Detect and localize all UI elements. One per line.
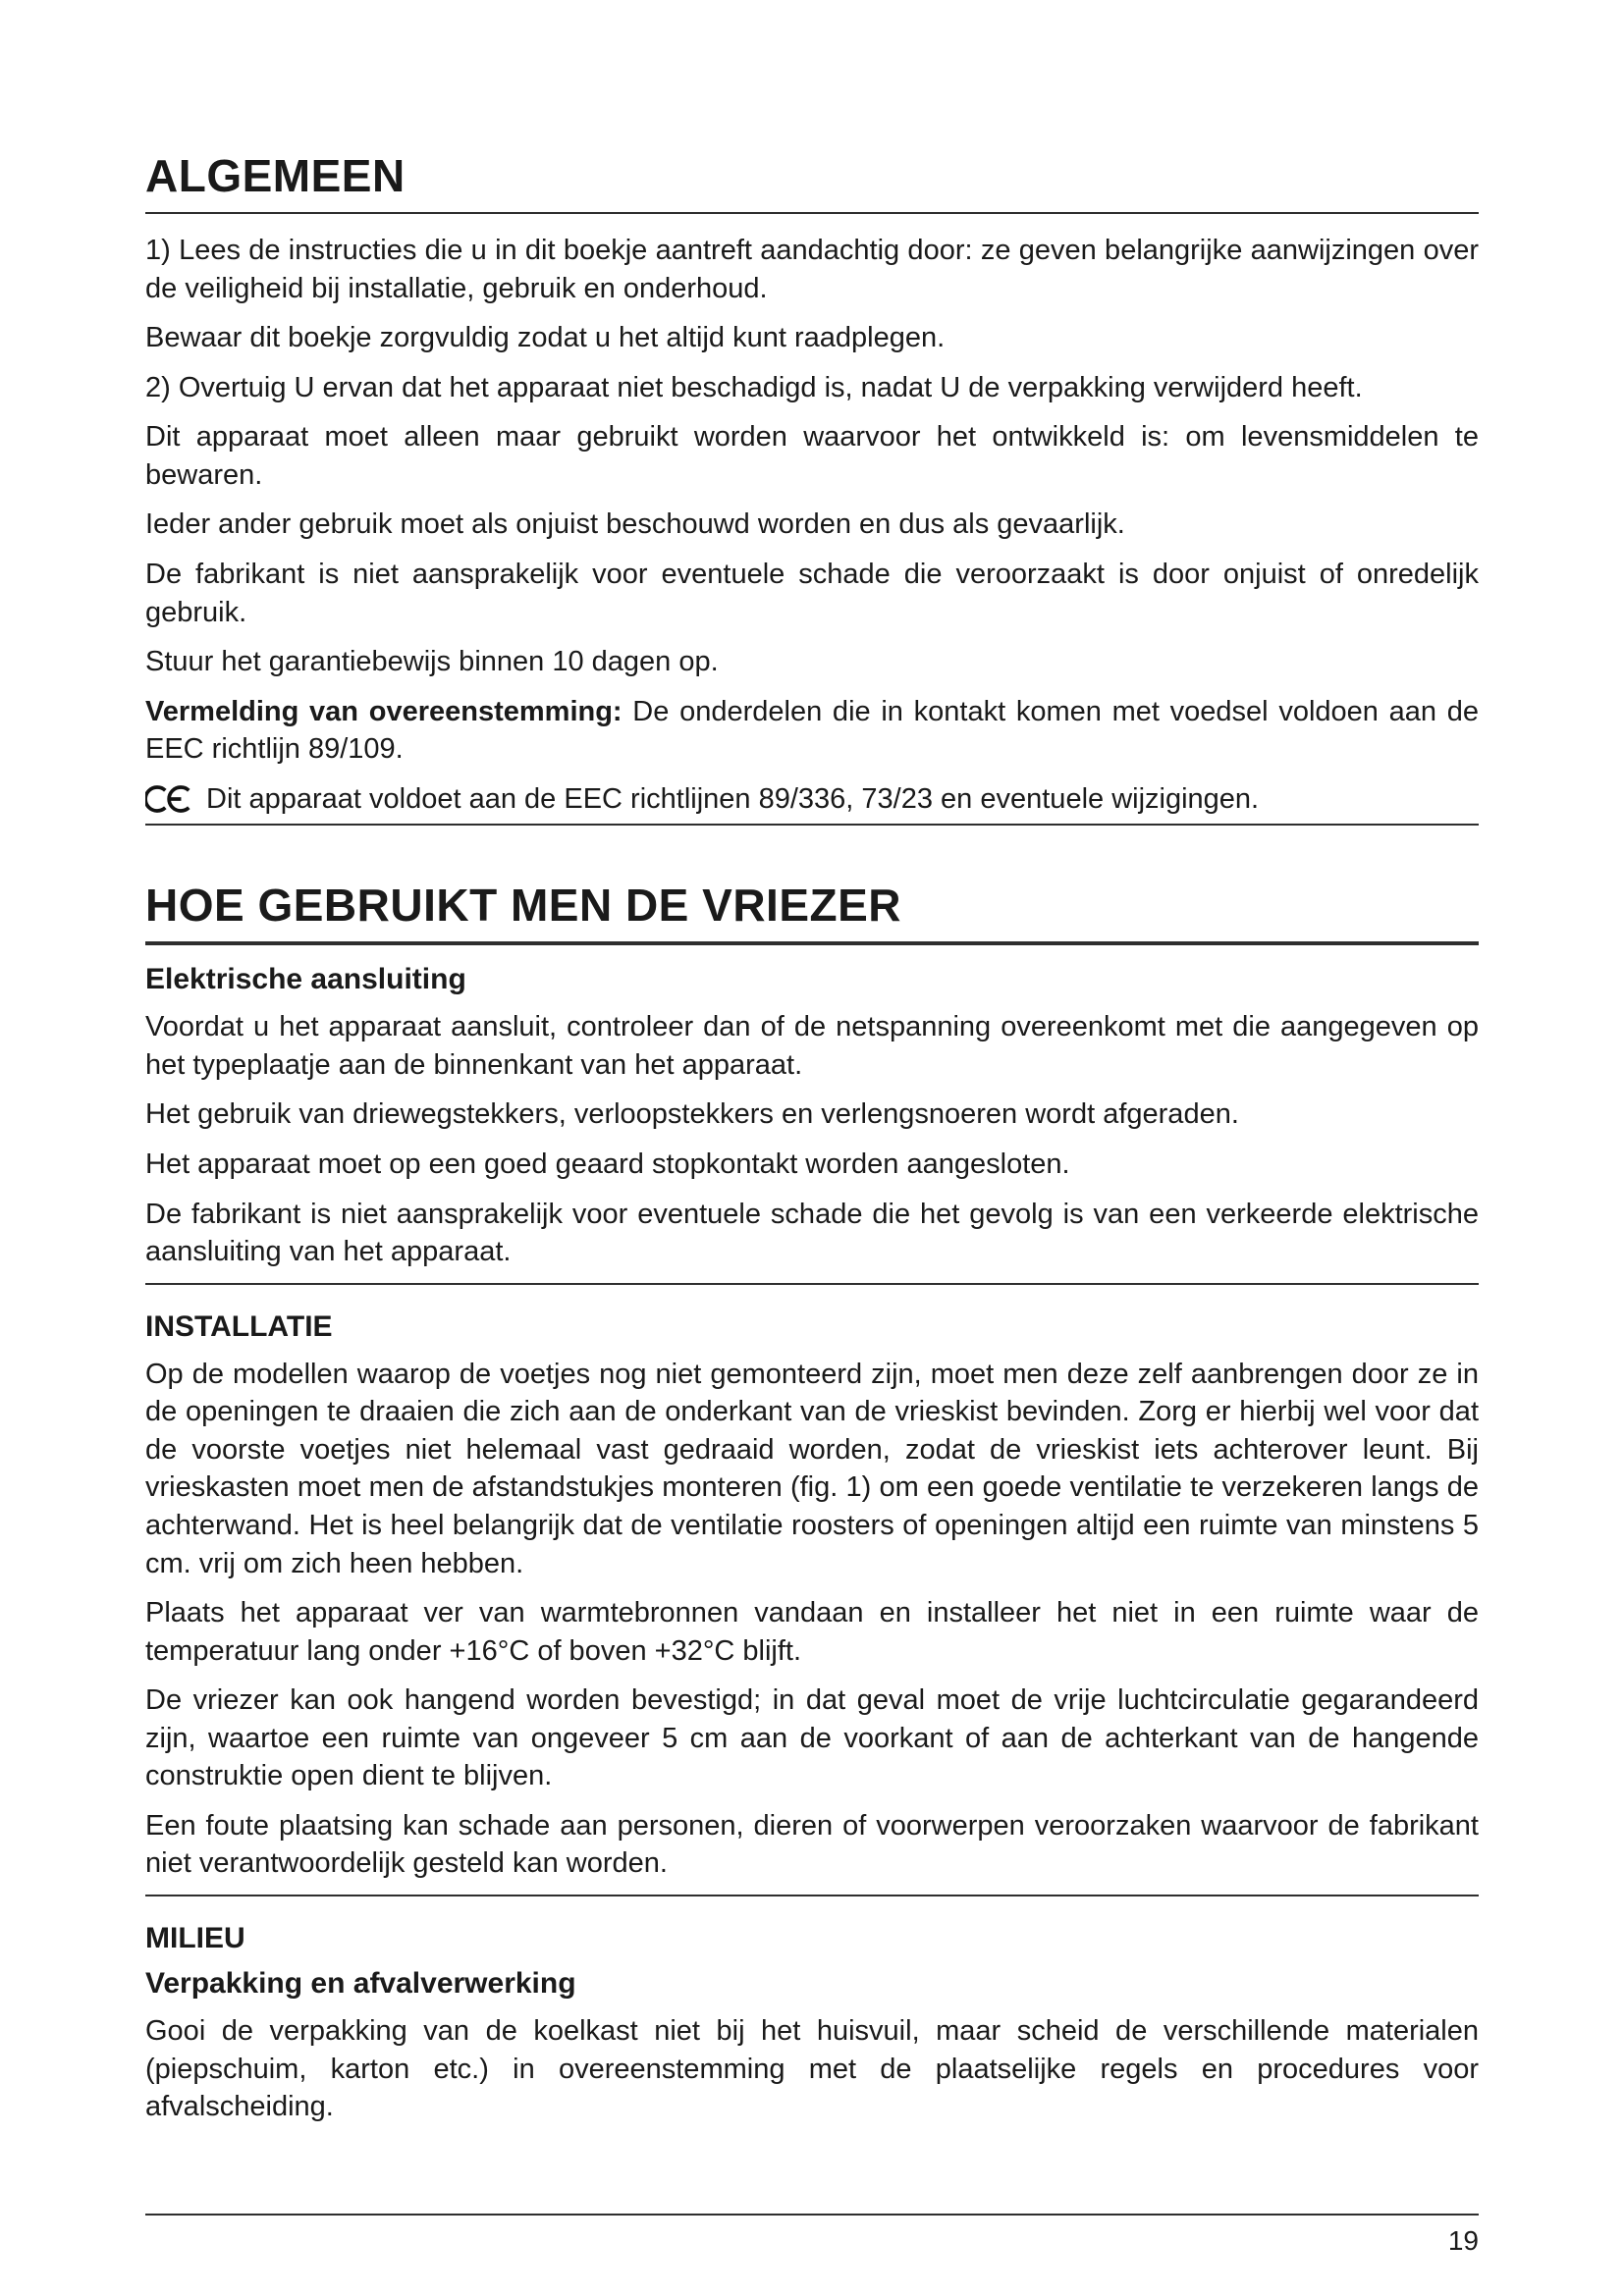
paragraph: Voordat u het apparaat aansluit, controleer dan of de netspanning overeenkomt met die aangegeven op het typeplaatje aan de binnenkant van het apparaat.: [145, 1011, 1479, 1081]
paragraph: Bewaar dit boekje zorgvuldig zodat u het altijd kunt raadplegen.: [145, 322, 946, 354]
section-title-hoe-gebruikt: HOE GEBRUIKT MEN DE VRIEZER: [145, 879, 1479, 945]
section-title-algemeen: ALGEMEEN: [145, 149, 1479, 214]
subsection-title-elektrische-aansluiting: Elektrische aansluiting: [145, 963, 466, 996]
section-algemeen: [145, 149, 1479, 851]
paragraph: 1) Lees de instructies die u in dit boekje aantreft aandachtig door: ze geven belangrijke aanwijzingen over de veiligheid bij installatie, gebruik en onderhoud.: [145, 235, 1479, 304]
divider: [145, 1895, 1479, 1896]
paragraph: De fabrikant is niet aansprakelijk voor eventuele schade die veroorzaakt is door onjuist of onredelijk gebruik.: [145, 558, 1479, 628]
paragraph-lead-bold: Vermelding van overeenstemming:: [145, 695, 623, 727]
paragraph: De vriezer kan ook hangend worden bevestigd; in dat geval moet de vrije luchtcirculatie gegarandeerd zijn, waartoe een ruimte van ongeveer 5 cm aan de voorkant of aan de achterkant van de hangende construktie open dient te blijven.: [145, 1684, 1479, 1792]
divider: [145, 1283, 1479, 1285]
subsection-title-milieu: MILIEU: [145, 1922, 245, 1954]
ce-statement-row: [145, 780, 1479, 819]
page-footer: [145, 2214, 1479, 2257]
divider: [145, 2214, 1479, 2216]
paragraph: De fabrikant is niet aansprakelijk voor eventuele schade die het gevolg is van een verkeerde elektrische aansluiting van het apparaat.: [145, 1198, 1479, 1268]
paragraph: Het apparaat moet op een goed geaard stopkontakt worden aangesloten.: [145, 1148, 1070, 1180]
section-hoe-gebruikt: [145, 851, 1479, 2137]
divider: [145, 824, 1479, 826]
paragraph-conformity: [145, 693, 1479, 769]
page-number: 19: [1447, 2225, 1479, 2256]
paragraph-text: De onderdelen die in kontakt komen met voedsel voldoen aan de EEC richtlijn 89/109.: [145, 695, 1479, 766]
subsection-title-verpakking: Verpakking en afvalverwerking: [145, 1967, 576, 2000]
ce-statement-text: Dit apparaat voldoet aan de EEC richtlijnen 89/336, 73/23 en eventuele wijzigingen.: [206, 782, 1260, 815]
paragraph: Een foute plaatsing kan schade aan personen, dieren of voorwerpen veroorzaken waarvoor de fabrikant niet verantwoordelijk gesteld kan worden.: [145, 1809, 1479, 1880]
paragraph: Op de modellen waarop de voetjes nog niet gemonteerd zijn, moet men deze zelf aanbrengen door ze in de openingen te draaien die zich aan de onderkant van de vrieskist bevinden. Zorg er hierbij wel voor dat de voorste voetjes niet helemaal vast gedraaid worden, zodat de vrieskist iets achterover leunt. Bij vrieskasten moet men de afstandstukjes monteren (fig. 1) om een goede ventilatie te verzekeren langs de achterwand. Het is heel belangrijk dat de ventilatie roosters of openingen altijd een ruimte van minstens 5 cm. vrij om zich heen hebben.: [145, 1358, 1479, 1579]
paragraph: Het gebruik van driewegstekkers, verloopstekkers en verlengsnoeren wordt afgeraden.: [145, 1098, 1239, 1131]
paragraph: Plaats het apparaat ver van warmtebronnen vandaan en installeer het niet in een ruimte waar de temperatuur lang onder +16°C of boven +32°C blijft.: [145, 1597, 1479, 1667]
ce-mark-icon: [145, 784, 192, 814]
paragraph: Stuur het garantiebewijs binnen 10 dagen op.: [145, 646, 719, 678]
paragraph: Ieder ander gebruik moet als onjuist beschouwd worden en dus als gevaarlijk.: [145, 508, 1125, 541]
subsection-title-installatie: INSTALLATIE: [145, 1309, 333, 1343]
paragraph: Dit apparaat moet alleen maar gebruikt worden waarvoor het ontwikkeld is: om levensmiddelen te bewaren.: [145, 421, 1479, 491]
paragraph: 2) Overtuig U ervan dat het apparaat niet beschadigd is, nadat U de verpakking verwijderd heeft.: [145, 371, 1363, 403]
paragraph: Gooi de verpakking van de koelkast niet bij het huisvuil, maar scheid de verschillende materialen (piepschuim, karton etc.) in overeenstemming met de plaatselijke regels en procedures voor afvalscheiding.: [145, 2015, 1479, 2123]
